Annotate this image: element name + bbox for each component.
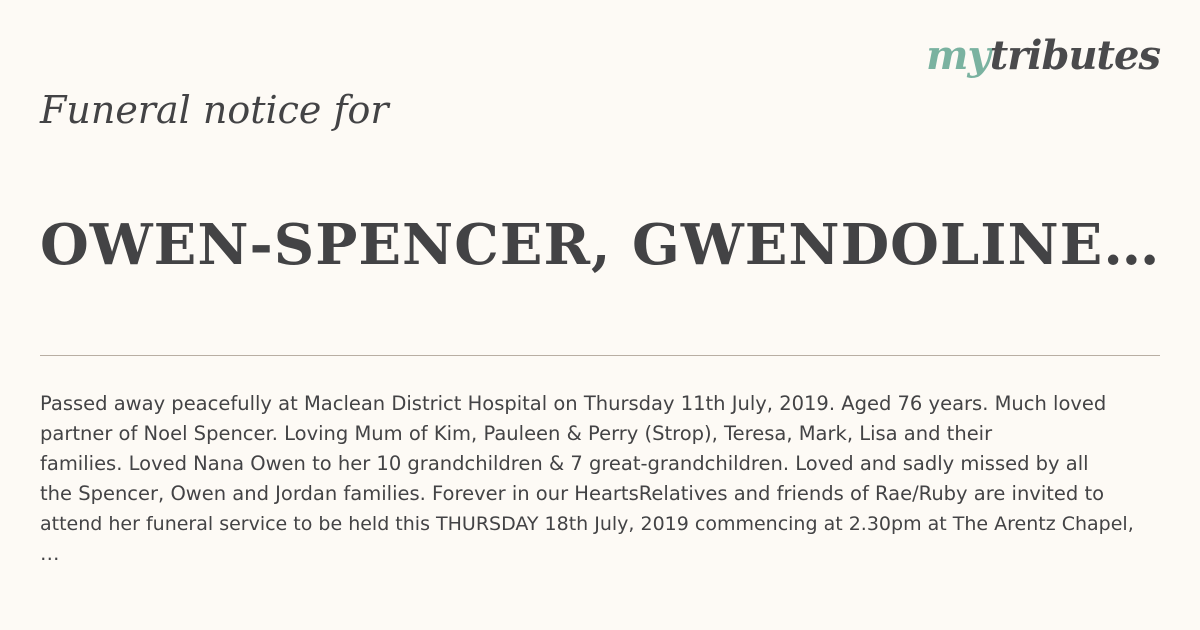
deceased-name: OWEN-SPENCER, GWENDOLINE… <box>40 212 1160 278</box>
notice-kicker: Funeral notice for <box>40 88 389 132</box>
divider <box>40 355 1160 356</box>
logo-prefix: my <box>926 32 990 79</box>
notice-line: the Spencer, Owen and Jordan families. Forever in our HeartsRelatives and friends of Rae/Ruby are invited to <box>40 482 1105 505</box>
notice-line-ellipsis: … <box>40 542 60 565</box>
logo-suffix: tributes <box>989 32 1160 79</box>
notice-line: families. Loved Nana Owen to her 10 grandchildren & 7 great-grandchildren. Loved and sadly missed by all <box>40 452 1089 475</box>
notice-line: partner of Noel Spencer. Loving Mum of Kim, Pauleen & Perry (Strop), Teresa, Mark, Lisa and their <box>40 422 993 445</box>
notice-body <box>40 389 1160 569</box>
notice-line: Passed away peacefully at Maclean District Hospital on Thursday 11th July, 2019. Aged 76 years. Much loved <box>40 392 1107 415</box>
notice-line: attend her funeral service to be held this THURSDAY 18th July, 2019 commencing at 2.30pm at The Arentz Chapel, <box>40 513 1134 535</box>
mytributes-logo[interactable] <box>926 32 1160 79</box>
